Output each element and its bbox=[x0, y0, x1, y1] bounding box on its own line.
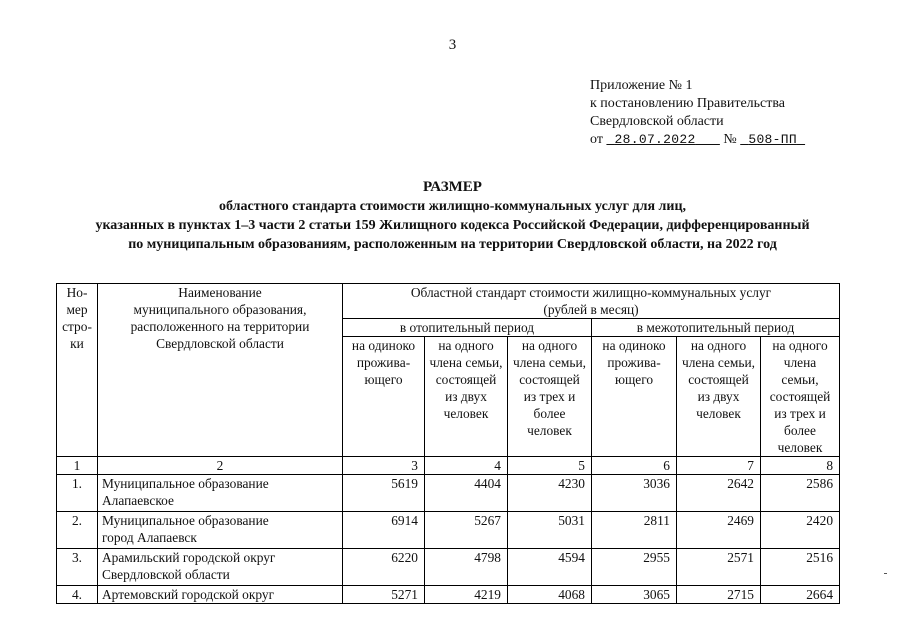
header-municipality-name: Наименование муниципального образования, расположенного на территории Свердловской области bbox=[98, 284, 343, 457]
subheader-three-heating: на одного члена семьи, состоящей из трех и более человек bbox=[508, 337, 592, 457]
table-row bbox=[57, 586, 840, 604]
number-prefix: № bbox=[723, 132, 737, 147]
value-cell: 2586 bbox=[761, 475, 840, 512]
header-row-1 bbox=[57, 284, 840, 319]
title-heading: РАЗМЕР bbox=[423, 179, 482, 195]
header-non-heating-period: в межотопительный период bbox=[592, 319, 840, 337]
value-cell: 3036 bbox=[592, 475, 677, 512]
value-cell: 2469 bbox=[677, 512, 761, 549]
table-row bbox=[57, 512, 840, 549]
column-number: 4 bbox=[425, 457, 508, 475]
table-row bbox=[57, 549, 840, 586]
column-number: 6 bbox=[592, 457, 677, 475]
value-cell: 2715 bbox=[677, 586, 761, 604]
value-cell: 4404 bbox=[425, 475, 508, 512]
value-cell: 4230 bbox=[508, 475, 592, 512]
value-cell: 4798 bbox=[425, 549, 508, 586]
appendix-line-1: Приложение № 1 bbox=[590, 78, 693, 93]
appendix-line-3: Свердловской области bbox=[590, 114, 724, 129]
column-number: 7 bbox=[677, 457, 761, 475]
appendix-block bbox=[590, 77, 805, 149]
document-title bbox=[20, 178, 885, 254]
title-line-1: областного стандарта стоимости жилищно-коммунальных услуг для лиц, bbox=[218, 199, 687, 214]
appendix-date-line bbox=[590, 131, 805, 149]
column-number: 2 bbox=[98, 457, 343, 475]
municipality-name: Арамильский городской округ Свердловской области bbox=[98, 549, 343, 586]
value-cell: 2664 bbox=[761, 586, 840, 604]
row-number: 4. bbox=[57, 586, 98, 604]
subheader-two-non-heating: на одного члена семьи, состоящей из двух человек bbox=[677, 337, 761, 457]
header-standard-group: Областной стандарт стоимости жилищно-коммунальных услуг (рублей в месяц) bbox=[343, 284, 840, 319]
value-cell: 5271 bbox=[343, 586, 425, 604]
municipality-name: Муниципальное образование Алапаевское bbox=[98, 475, 343, 512]
header-heating-period: в отопительный период bbox=[343, 319, 592, 337]
value-cell: 6220 bbox=[343, 549, 425, 586]
municipality-name: Артемовский городской округ bbox=[98, 586, 343, 604]
value-cell: 6914 bbox=[343, 512, 425, 549]
page-number: 3 bbox=[448, 37, 457, 53]
standards-table bbox=[56, 283, 840, 604]
column-number: 5 bbox=[508, 457, 592, 475]
column-number: 1 bbox=[57, 457, 98, 475]
value-cell: 2642 bbox=[677, 475, 761, 512]
value-cell: 5619 bbox=[343, 475, 425, 512]
date-prefix: от bbox=[590, 132, 603, 147]
appendix-line-2: к постановлению Правительства bbox=[590, 96, 786, 111]
resolution-number: 508-ПП bbox=[748, 132, 797, 147]
table-row bbox=[57, 475, 840, 512]
value-cell: 2955 bbox=[592, 549, 677, 586]
municipality-name: Муниципальное образование город Алапаевск bbox=[98, 512, 343, 549]
margin-mark bbox=[884, 573, 887, 574]
value-cell: 4068 bbox=[508, 586, 592, 604]
column-number: 8 bbox=[761, 457, 840, 475]
value-cell: 2811 bbox=[592, 512, 677, 549]
subheader-single-non-heating: на одиноко проживa- ющего bbox=[592, 337, 677, 457]
value-cell: 4219 bbox=[425, 586, 508, 604]
subheader-three-non-heating: на одного члена семьи, состоящей из трех и более человек bbox=[761, 337, 840, 457]
value-cell: 2420 bbox=[761, 512, 840, 549]
resolution-date: 28.07.2022 bbox=[614, 132, 696, 147]
header-row-number: Но- мер стро- ки bbox=[57, 284, 98, 457]
value-cell: 2571 bbox=[677, 549, 761, 586]
value-cell: 5031 bbox=[508, 512, 592, 549]
column-number: 3 bbox=[343, 457, 425, 475]
column-number-row bbox=[57, 457, 840, 475]
value-cell: 2516 bbox=[761, 549, 840, 586]
value-cell: 4594 bbox=[508, 549, 592, 586]
value-cell: 5267 bbox=[425, 512, 508, 549]
title-line-3: по муниципальным образованиям, расположенным на территории Свердловской области, на 2022 год bbox=[128, 237, 777, 252]
title-line-2: указанных в пунктах 1–3 части 2 статьи 159 Жилищного кодекса Российской Федерации, дифференцированный bbox=[95, 218, 810, 233]
row-number: 1. bbox=[57, 475, 98, 512]
row-number: 2. bbox=[57, 512, 98, 549]
subheader-single-heating: на одиноко проживa- ющего bbox=[343, 337, 425, 457]
subheader-two-heating: на одного члена семьи, состоящей из двух человек bbox=[425, 337, 508, 457]
row-number: 3. bbox=[57, 549, 98, 586]
value-cell: 3065 bbox=[592, 586, 677, 604]
